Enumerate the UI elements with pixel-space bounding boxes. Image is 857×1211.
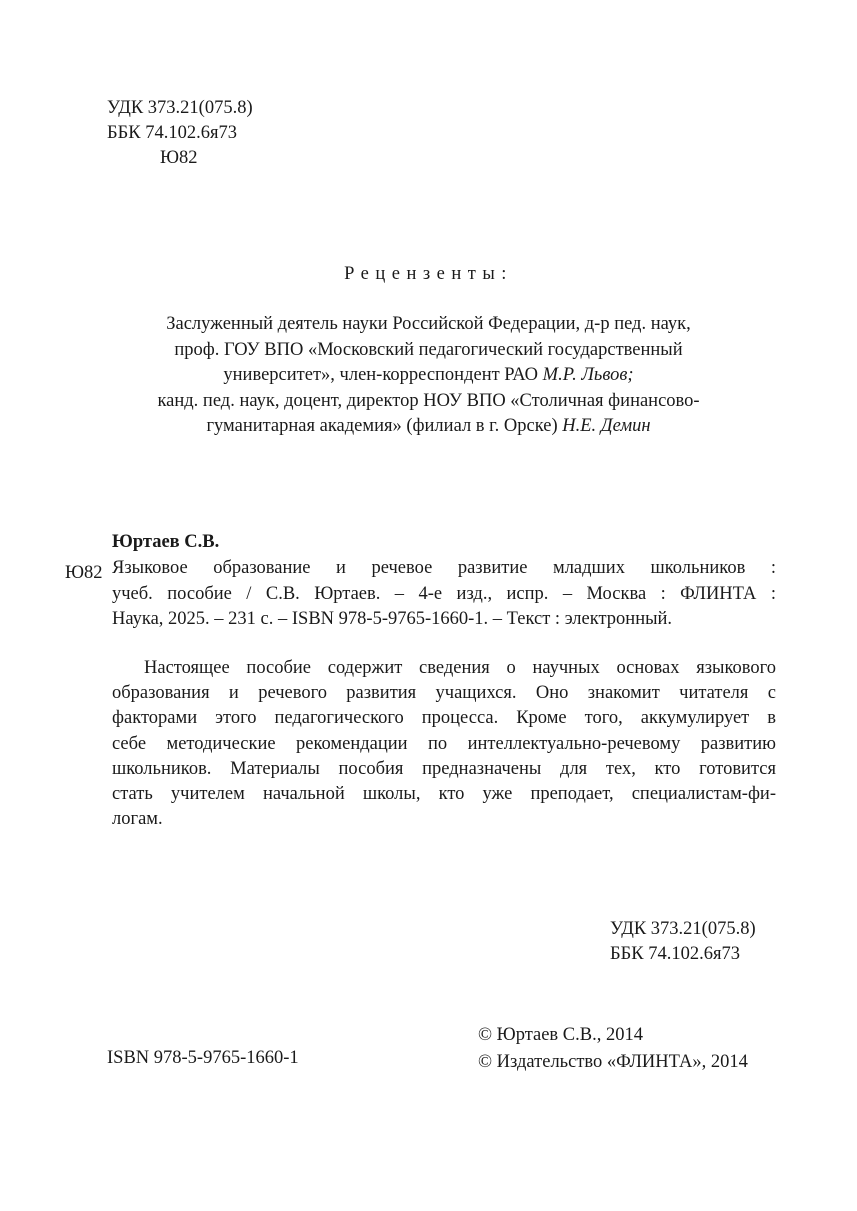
top-classification-block	[107, 96, 253, 171]
reviewer-name: Н.Е. Демин	[562, 416, 651, 436]
record-line: Языковое образование и речевое развитие младших школьников :	[112, 558, 776, 578]
bibliographic-record	[112, 556, 776, 633]
udk-code: УДК 373.21(075.8)	[107, 98, 253, 118]
record-line: учеб. пособие / С.В. Юртаев. – 4-е изд., испр. – Москва : ФЛИНТА :	[112, 583, 776, 604]
reviewer-line: канд. пед. наук, доцент, директор НОУ ВПО «Столичная финансово-	[157, 390, 700, 411]
copyright-author: © Юртаев С.В., 2014	[478, 1025, 643, 1045]
annotation-line: школьников. Материалы пособия предназначены для тех, кто готовится	[112, 758, 776, 779]
record-line: Наука, 2025. – 231 с. – ISBN 978-5-9765-1660-1. – Текст : электронный.	[112, 609, 673, 629]
reviewer-line: Заслуженный деятель науки Российской Федерации, д-р пед. наук,	[166, 314, 691, 334]
record-author-mark: Ю82	[65, 563, 103, 583]
udk-code: УДК 373.21(075.8)	[610, 919, 756, 939]
annotation-line: логам.	[112, 809, 163, 830]
annotation-line: себе методические рекомендации по интеллектуально-речевому развитию	[112, 733, 776, 754]
annotation-line: факторами этого педагогического процесса. Кроме того, аккумулирует в	[112, 708, 776, 729]
reviewer-line	[0, 363, 857, 389]
copyright-publisher: © Издательство «ФЛИНТА», 2014	[478, 1051, 748, 1072]
annotation-line: Настоящее пособие содержит сведения о научных основах языкового	[144, 658, 776, 678]
reviewer-affiliation: гуманитарная академия» (филиал в г. Орске)	[206, 416, 563, 436]
copyright-block	[478, 1022, 748, 1075]
annotation-line: стать учителем начальной школы, кто уже преподает, специалистам-фи-	[112, 784, 776, 805]
record-author: Юртаев С.В.	[112, 532, 220, 552]
annotation-paragraph	[112, 656, 776, 832]
reviewer-line: проф. ГОУ ВПО «Московский педагогический государственный	[174, 339, 683, 360]
author-mark: Ю82	[160, 148, 198, 168]
annotation-line: образования и речевого развития учащихся. Оно знакомит читателя с	[112, 683, 776, 704]
reviewers-heading: Рецензенты:	[344, 264, 513, 284]
bbk-code: ББК 74.102.6я73	[610, 944, 740, 964]
reviewer-affiliation: университет», член-корреспондент РАО	[223, 365, 543, 385]
reviewer-line	[0, 414, 857, 440]
isbn: ISBN 978-5-9765-1660-1	[107, 1048, 299, 1068]
bottom-classification-block	[610, 917, 756, 967]
reviewer-name: М.Р. Львов;	[542, 365, 634, 385]
bbk-code: ББК 74.102.6я73	[107, 123, 237, 143]
reviewers-block	[0, 312, 857, 440]
